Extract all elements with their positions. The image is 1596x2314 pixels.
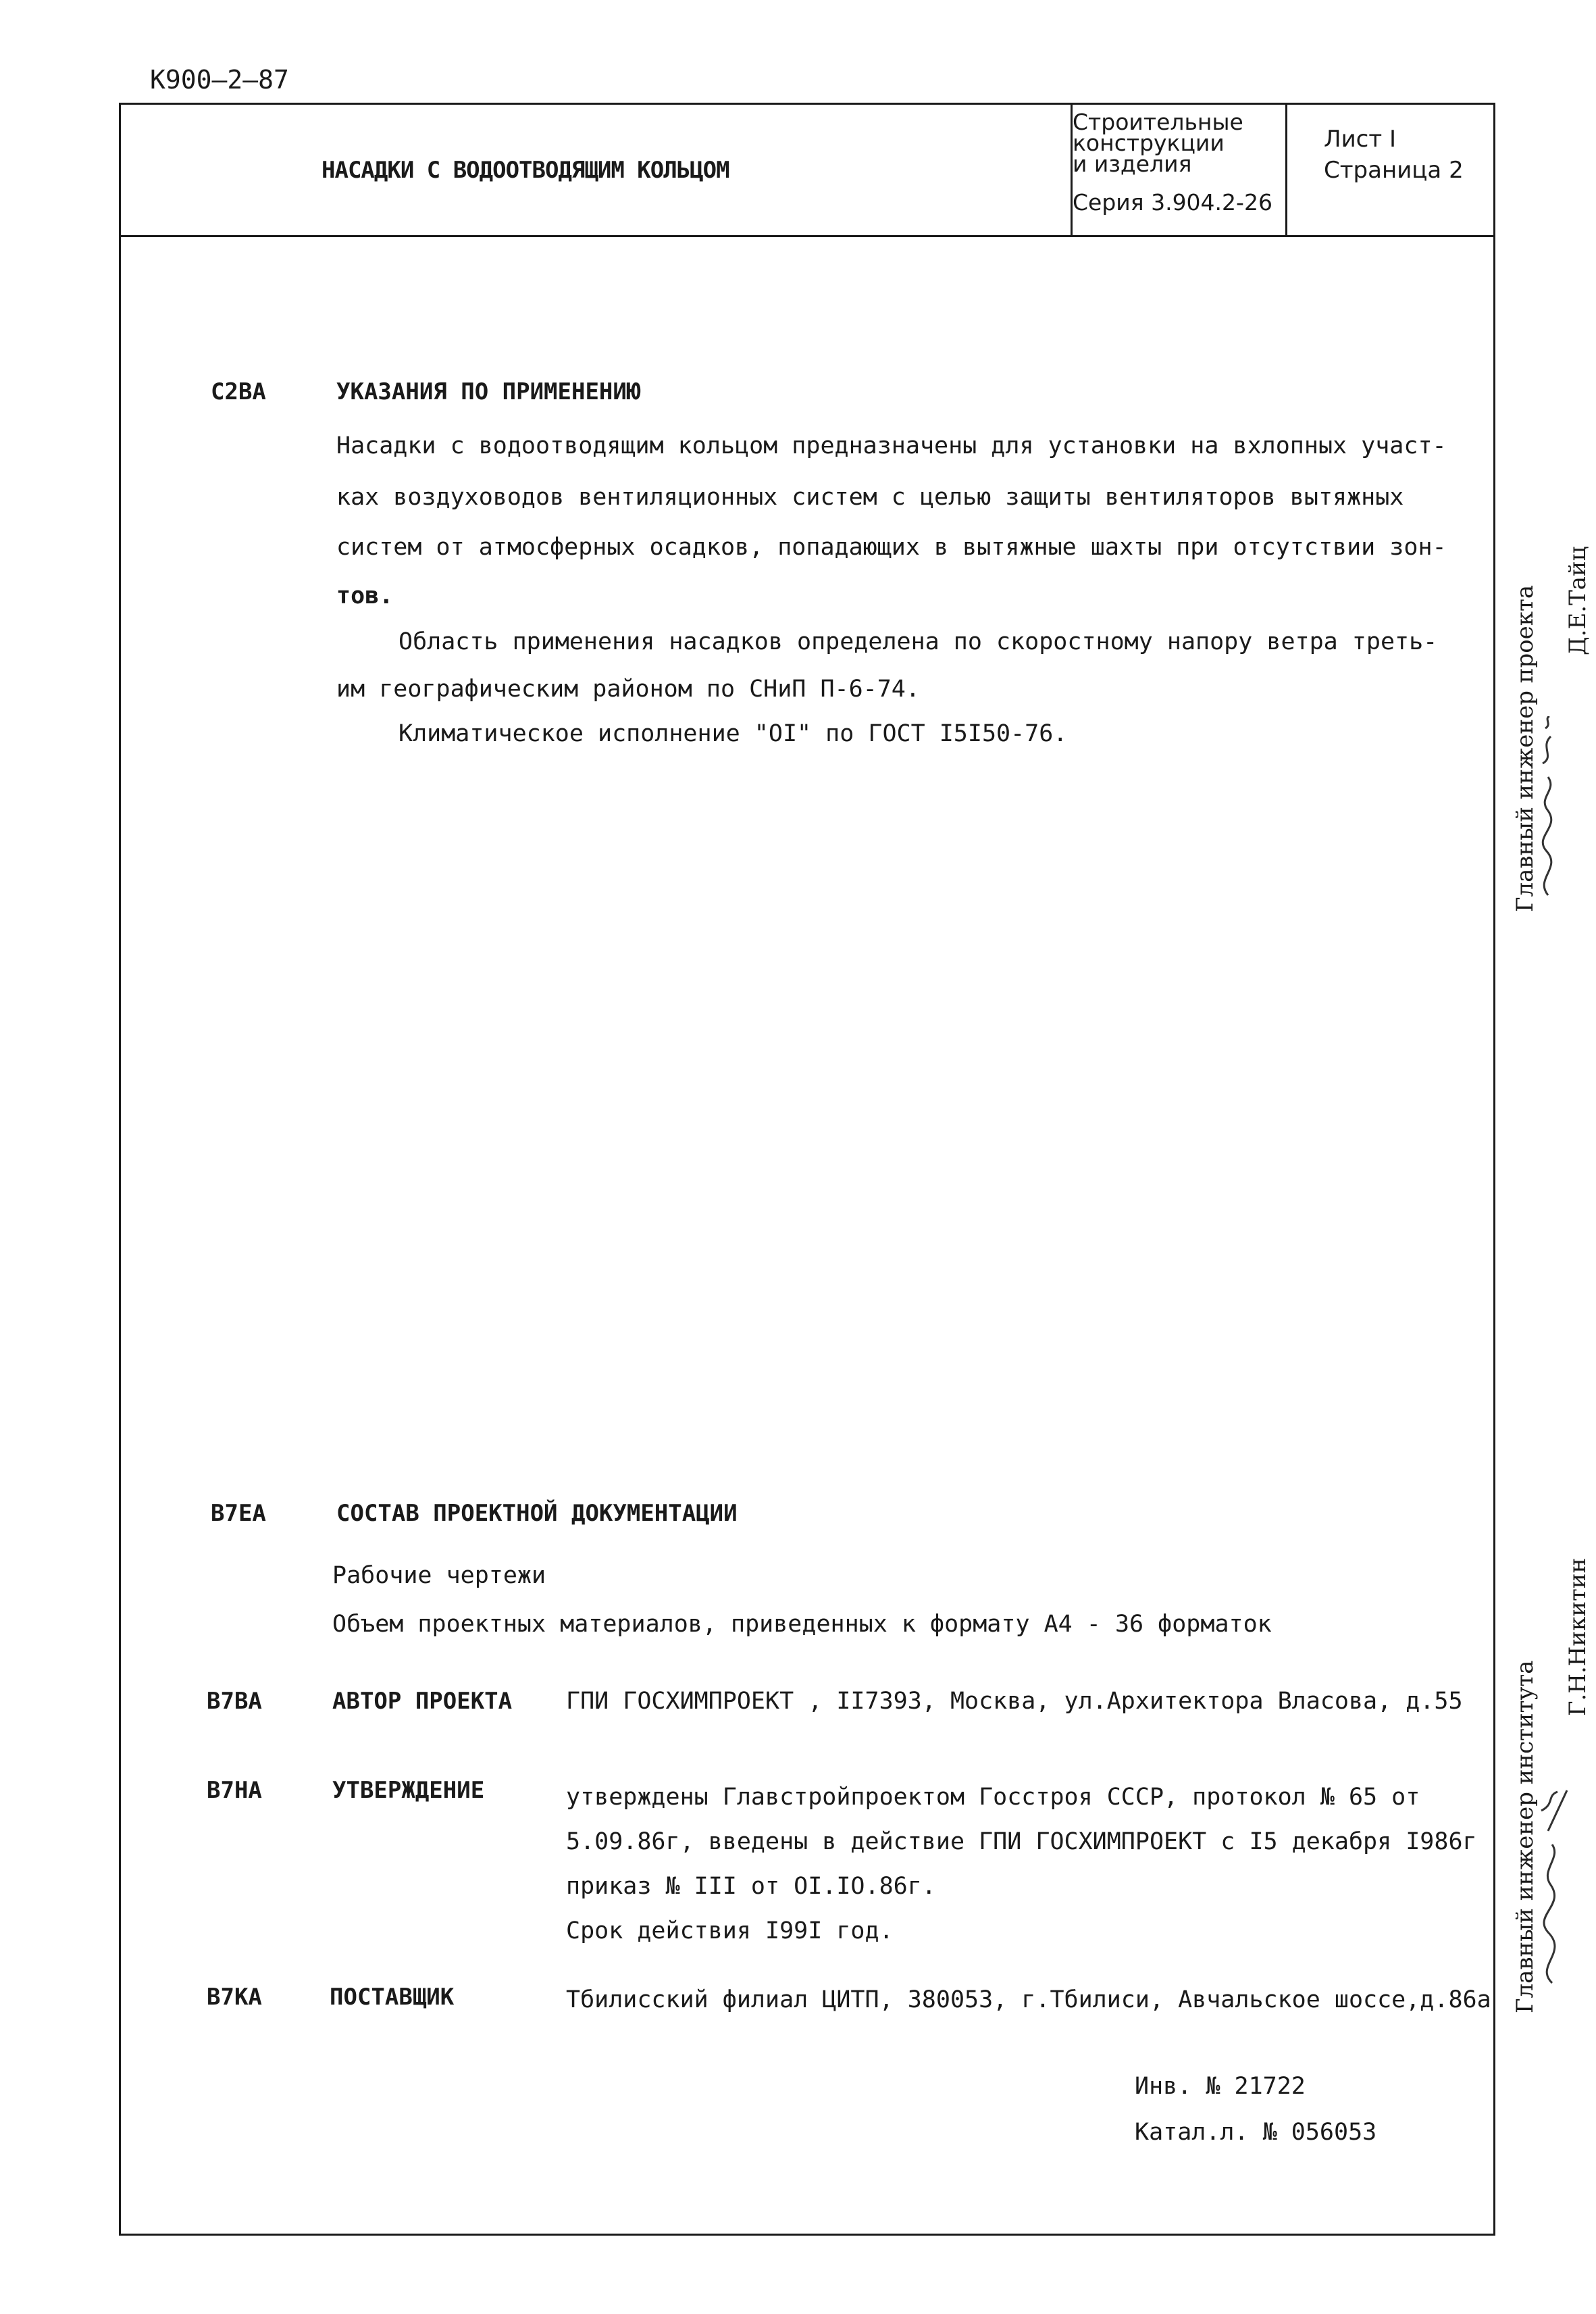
section-code: B7BA	[207, 1688, 262, 1715]
section-code: B7EA	[211, 1500, 266, 1527]
series-line: Строительные	[1073, 109, 1243, 135]
inventory-number: Инв. № 21722	[1135, 2073, 1306, 2100]
section-heading: УКАЗАНИЯ ПО ПРИМЕНЕНИЮ	[336, 378, 641, 405]
title-block-divider	[1285, 105, 1287, 237]
paragraph-line: тов.	[336, 582, 394, 609]
drawing-frame	[119, 103, 1495, 2236]
section-code: B7HA	[207, 1777, 262, 1804]
page-number: Страница 2	[1324, 157, 1464, 184]
paragraph-line: Климатическое исполнение "OI" по ГОСТ I5I50-76.	[398, 720, 1068, 747]
catalog-number: Катал.л. № 056053	[1135, 2119, 1377, 2146]
paragraph-line: Область применения насадков определена по скоростному напору ветра треть-	[398, 628, 1438, 655]
author-label: АВТОР ПРОЕКТА	[332, 1688, 513, 1715]
series-number: Серия 3.904.2-26	[1073, 189, 1272, 216]
document-code: К900–2–87	[150, 65, 289, 95]
document-title: НАСАДКИ С ВОДООТВОДЯЩИМ КОЛЬЦОМ	[321, 157, 729, 184]
drawing-type: Рабочие чертежи	[332, 1562, 546, 1589]
supplier-text: Тбилисский филиал ЦИТП, 380053, г.Тбилиси, Авчальское шоссе,д.86а	[566, 1986, 1491, 2013]
chief-engineer-project-title: Главный инженер проекта	[1512, 584, 1539, 912]
paragraph-line: систем от атмосферных осадков, попадающих в вытяжные шахты при отсутствии зон-	[336, 534, 1447, 561]
series-line: конструкции	[1073, 130, 1225, 156]
signature-icon	[1528, 716, 1568, 899]
signature-icon	[1528, 1784, 1575, 1986]
chief-engineer-project-name: Д.Е.Тайц	[1564, 546, 1591, 655]
approval-label: УТВЕРЖДЕНИЕ	[332, 1777, 485, 1804]
chief-engineer-institute-title: Главный инженер института	[1512, 1660, 1539, 2013]
paragraph-line: ках воздуховодов вентиляционных систем с целью защиты вентиляторов вытяжных	[336, 484, 1404, 511]
section-code: B7KA	[207, 1984, 262, 2011]
author-text: ГПИ ГОСХИМПРОЕКТ , II7393, Москва, ул.Архитектора Власова, д.55	[566, 1688, 1463, 1715]
approval-line: Срок действия I99I год.	[566, 1917, 894, 1944]
section-code: C2BA	[211, 378, 266, 405]
volume-line: Объем проектных материалов, приведенных к формату А4 - 36 форматок	[332, 1611, 1272, 1638]
paragraph-line: им географическим районом по СНиП П-6-74.	[336, 676, 920, 703]
approval-line: утверждены Главстройпроектом Госстроя СССР, протокол № 65 от	[566, 1784, 1420, 1811]
series-line: и изделия	[1073, 151, 1192, 177]
sheet-number: Лист I	[1324, 126, 1396, 153]
supplier-label: ПОСТАВЩИК	[330, 1984, 455, 2011]
approval-line: приказ № III от OI.IO.86г.	[566, 1873, 936, 1900]
paragraph-line: Насадки с водоотводящим кольцом предназначены для установки на вхлопных участ-	[336, 432, 1447, 459]
approval-line: 5.09.86г, введены в действие ГПИ ГОСХИМПРОЕКТ с I5 декабря I986г	[566, 1828, 1477, 1855]
chief-engineer-institute-name: Г.Н.Никитин	[1564, 1557, 1591, 1716]
section-heading: СОСТАВ ПРОЕКТНОЙ ДОКУМЕНТАЦИИ	[336, 1500, 738, 1527]
